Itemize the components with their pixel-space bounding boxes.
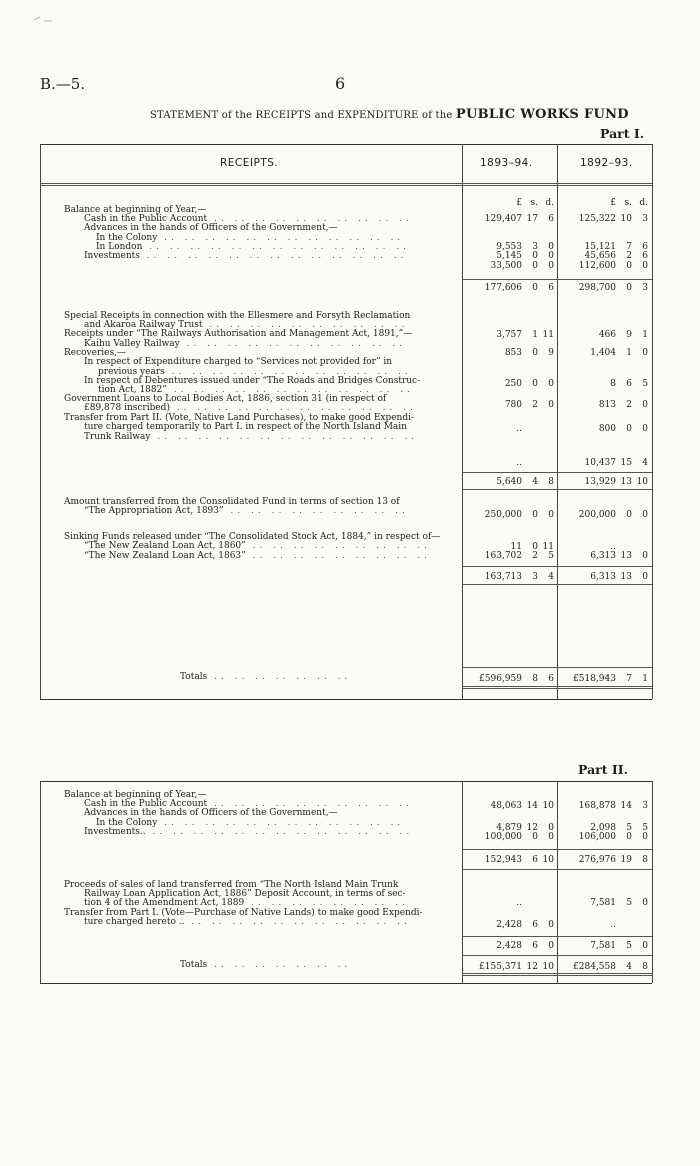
shillings: 15: [620, 458, 632, 468]
part-one-amount-1892-93: [560, 424, 648, 435]
part-one-amount-1892-93: [560, 214, 648, 225]
pounds: 152,943: [484, 855, 522, 865]
leader-dots: .. .. .. .. .. .. .. .. .. .. .. ..: [157, 818, 405, 828]
pence: 0: [642, 510, 648, 520]
part-one-amount-1892-93: [560, 477, 648, 488]
pounds: 5,640: [496, 477, 522, 487]
pounds: 276,976: [578, 855, 616, 865]
pence: 0: [548, 510, 554, 520]
part-two-amount-1893-94: [466, 962, 554, 973]
part-two-amount-1892-93: [560, 832, 648, 843]
leader-dots: .. .. .. .. .. .. .. .. .. .. ..: [184, 917, 411, 927]
pounds: £518,943: [573, 674, 616, 684]
part-one-amount-1893-94: [466, 379, 554, 390]
pounds: 9,553: [496, 242, 522, 252]
part-one-amount-1892-93: [560, 674, 648, 685]
pounds: 48,063: [490, 801, 522, 811]
pence: 6: [642, 251, 648, 261]
leader-dots: .. .. .. .. .. .. .. .. .. .. ..: [179, 339, 407, 349]
shillings: 0: [532, 510, 538, 520]
part-one-line-text: “The Appropriation Act, 1893”: [84, 506, 224, 516]
shillings: 0: [532, 348, 538, 358]
part-one-line-text: Balance at beginning of Year,—: [64, 205, 207, 215]
pounds: 4,879: [496, 823, 522, 833]
fund-name: PUBLIC WORKS FUND: [455, 107, 629, 122]
pounds: 2,428: [496, 941, 522, 951]
part-one-line-text: tion Act, 1882”: [98, 385, 167, 395]
shillings: 1: [626, 348, 632, 358]
part-two-line-text: Transfer from Part I. (Vote—Purchase of Native Lands) to make good Expendi-: [64, 908, 423, 918]
pounds: 2,098: [590, 823, 616, 833]
leader-dots: .. .. .. .. .. .. .. .. ..: [245, 551, 432, 561]
shillings: 0: [626, 283, 632, 293]
part-one-amount-1892-93: [560, 261, 648, 272]
pounds: 177,606: [484, 283, 522, 293]
leader-dots: .. .. .. .. .. .. .. .. ..: [245, 541, 432, 551]
pounds: £284,558: [573, 962, 616, 972]
pounds: £155,371: [479, 962, 522, 972]
shillings: 14: [620, 801, 632, 811]
part-two-amount-1893-94: [466, 941, 554, 952]
shillings: 1: [532, 330, 538, 340]
shillings: [522, 458, 538, 469]
pence: 0: [548, 251, 554, 261]
pounds: 13,929: [584, 477, 616, 487]
shillings: 19: [620, 855, 632, 865]
part-one-line: [84, 506, 409, 517]
part-two-line: [84, 827, 413, 838]
pence: 8: [642, 962, 648, 972]
pounds: 1,404: [590, 348, 616, 358]
pence: 10: [542, 801, 554, 811]
pounds: 813: [598, 400, 616, 410]
leader-dots: .. .. .. .. .. .. .. .. .. ..: [207, 799, 413, 809]
pounds: 15,121: [584, 242, 616, 252]
shillings: 0: [532, 542, 538, 552]
leader-dots: .. .. .. .. .. .. .. .. .. .. .. .. ..: [150, 432, 419, 442]
pence: 8: [548, 477, 554, 487]
part-one-amount-1892-93: [560, 348, 648, 359]
pence: 0: [548, 832, 554, 842]
part-two-amount-1892-93: [560, 801, 648, 812]
pounds: 163,713: [484, 572, 522, 582]
part-two-amount-1893-94: [466, 898, 554, 909]
leader-dots: .. .. .. .. .. .. .. ..: [244, 898, 409, 908]
pounds: 129,407: [484, 214, 522, 224]
pence: 5: [548, 551, 554, 561]
leader-dots: .. .. .. .. .. .. .. .. .. .. .. .. ..: [142, 242, 410, 252]
shillings: [522, 424, 538, 435]
shillings: 4: [626, 962, 632, 972]
column-header-1892-93: 1892–93.: [580, 157, 633, 169]
part-one-amount-1893-94: [466, 674, 554, 685]
part-one-amount-1893-94: [466, 572, 554, 583]
part-one-amount-1893-94: [466, 214, 554, 225]
pence: 0: [642, 572, 648, 582]
part-two-amount-1893-94: [466, 920, 554, 931]
part-one-amount-1892-93: [560, 330, 648, 341]
part-two-amount-1892-93: [560, 920, 648, 931]
part-one-line-text: and Akaroa Railway Trust: [84, 320, 203, 330]
part-two-line-text: Proceeds of sales of land transferred from “The North Island Main Trunk: [64, 880, 399, 890]
pounds: 298,700: [578, 283, 616, 293]
shillings: 13: [620, 572, 632, 582]
pence: 0: [548, 941, 554, 951]
column-header-receipts: RECEIPTS.: [220, 157, 279, 169]
leader-dots: .. .. .. .. .. .. .. .. .. .. .. ..: [164, 367, 412, 377]
shillings: 5: [626, 941, 632, 951]
part-two-line-text: Investments..: [84, 827, 146, 837]
pounds: 8: [610, 379, 616, 389]
leader-dots: .. .. .. .. .. .. .. .. .. .. .. .. ..: [139, 251, 408, 261]
document-code: B.—5.: [40, 75, 86, 93]
pence: 0: [642, 898, 648, 908]
shillings: 0: [532, 832, 538, 842]
statement-prefix: STATEMENT of the RECEIPTS and EXPENDITURE of the: [150, 110, 453, 121]
column-header-1893-94: 1893–94.: [480, 157, 533, 169]
leader-dots: .. .. .. .. .. .. .. .. .. .. .. ..: [157, 233, 405, 243]
pence: 10: [542, 962, 554, 972]
shillings: 12: [526, 962, 538, 972]
pounds: 250: [504, 379, 522, 389]
part-one-line-text: ture charged temporarily to Part I. in respect of the North Island Main: [84, 422, 407, 432]
pence: 0: [642, 551, 648, 561]
part-one-amount-1893-94: [466, 551, 554, 562]
shillings: 5: [626, 823, 632, 833]
pence: 9: [548, 348, 554, 358]
shillings: 7: [626, 242, 632, 252]
pence: 0: [548, 400, 554, 410]
part-two-amount-1893-94: [466, 801, 554, 812]
pence: 4: [548, 572, 554, 582]
pounds: 5,145: [496, 251, 522, 261]
pounds: 3,757: [496, 330, 522, 340]
shillings: 14: [526, 801, 538, 811]
shillings: 4: [532, 477, 538, 487]
pence: [538, 458, 554, 469]
pounds: ..: [516, 898, 522, 908]
shillings: 3: [532, 242, 538, 252]
shillings: 5: [626, 898, 632, 908]
part-one-amount-1893-94: [466, 424, 554, 435]
pounds: 6,313: [590, 572, 616, 582]
page-number: 6: [335, 74, 346, 93]
pence: [538, 898, 554, 909]
part-two-amount-1893-94: [466, 832, 554, 843]
shillings: 3: [532, 572, 538, 582]
pounds: £596,959: [479, 674, 522, 684]
part-one-amount-1892-93: [560, 400, 648, 411]
pounds: 45,656: [584, 251, 616, 261]
shillings: 6: [626, 379, 632, 389]
pounds: ..: [610, 542, 616, 552]
pounds: ..: [610, 920, 616, 930]
pence: 6: [548, 214, 554, 224]
pence: 3: [642, 214, 648, 224]
part-one-amount-1893-94: [466, 477, 554, 488]
part-one-line-text: In respect of Debentures issued under “The Roads and Bridges Construc-: [84, 376, 421, 386]
shillings: 0: [626, 510, 632, 520]
part-one-label: Part I.: [600, 126, 645, 141]
part-two-line-text: Railway Loan Application Act, 1886” Deposit Account, in terms of sec-: [84, 889, 406, 899]
shillings: 0: [626, 424, 632, 434]
pounds: 466: [598, 330, 616, 340]
part-one-amount-1893-94: [466, 348, 554, 359]
pence: 3: [642, 283, 648, 293]
pence: 11: [542, 542, 554, 552]
part-one-amount-1892-93: [560, 572, 648, 583]
part-two-line-text: Cash in the Public Account: [84, 799, 208, 809]
pounds: 250,000: [484, 510, 522, 520]
part-two-amount-1892-93: [560, 898, 648, 909]
part-one-line-text: In the Colony: [96, 233, 158, 243]
part-two-line-text: Balance at beginning of Year,—: [64, 790, 207, 800]
part-one-line-text: Receipts under “The Railways Authorisation and Management Act, 1891,”—: [64, 329, 413, 339]
pounds: 163,702: [484, 551, 522, 561]
shillings: 0: [532, 251, 538, 261]
pounds: 11: [510, 542, 522, 552]
part-one-line: [84, 551, 431, 562]
margin-scribble: [32, 14, 62, 24]
part-one-line-text: Government Loans to Local Bodies Act, 1886, section 31 (in respect of: [64, 394, 387, 404]
pence: 5: [642, 379, 648, 389]
part-one-amount-1893-94: [466, 510, 554, 521]
shillings: 6: [532, 920, 538, 930]
pence: 3: [642, 801, 648, 811]
part-two-line: [84, 917, 411, 928]
pounds: 106,000: [578, 832, 616, 842]
part-one-line-text: Cash in the Public Account: [84, 214, 208, 224]
shillings: 2: [626, 400, 632, 410]
pence: 0: [642, 941, 648, 951]
part-one-line-text: In respect of Expenditure charged to “Services not provided for” in: [84, 357, 393, 367]
part-one-line-text: “The New Zealand Loan Act, 1863”: [84, 551, 246, 561]
shillings: [522, 898, 538, 909]
shillings: 2: [532, 551, 538, 561]
part-two-line-text: In the Colony: [96, 818, 158, 828]
part-one-amount-1893-94: [466, 400, 554, 411]
part-one-amount-1892-93: [560, 379, 648, 390]
shillings: 17: [526, 214, 538, 224]
shillings: 8: [532, 674, 538, 684]
shillings: 10: [620, 214, 632, 224]
pence: 0: [548, 920, 554, 930]
pounds: 33,500: [490, 261, 522, 271]
pence: 0: [642, 424, 648, 434]
pence: 0: [642, 348, 648, 358]
pounds: 6,313: [590, 551, 616, 561]
part-two-totals-label: Totals .. .. .. .. .. .. ..: [180, 960, 352, 970]
pence: [538, 424, 554, 435]
part-one-line-text: Investments: [84, 251, 140, 261]
leader-dots: .. .. .. .. .. .. .. .. .. .. .. .. ..: [145, 827, 414, 837]
part-one-line-text: “The New Zealand Loan Act, 1860”: [84, 541, 246, 551]
part-one-amount-1892-93: [560, 510, 648, 521]
part-one-line-text: Trunk Railway: [84, 432, 151, 442]
leader-dots: .. .. .. .. .. .. .. .. .. .. .. ..: [166, 385, 414, 395]
pence: 0: [548, 242, 554, 252]
part-one-line: [84, 339, 406, 350]
shillings: 7: [626, 674, 632, 684]
pence: 1: [642, 330, 648, 340]
pence: 10: [636, 477, 648, 487]
pence: 0: [548, 823, 554, 833]
part-one-line-text: £89,878 inscribed): [84, 403, 170, 413]
pence: 0: [548, 379, 554, 389]
part-two-amount-1892-93: [560, 855, 648, 866]
shillings: 2: [626, 251, 632, 261]
shillings: 6: [532, 855, 538, 865]
statement-title: [150, 107, 629, 122]
pence: 6: [548, 674, 554, 684]
part-one-line-text: Amount transferred from the Consolidated Fund in terms of section 13 of: [64, 497, 400, 507]
part-one-amount-1893-94: [466, 261, 554, 272]
leader-dots: .. .. .. .. .. .. .. .. ..: [223, 506, 409, 516]
pounds: 853: [504, 348, 522, 358]
part-two-line-text: tion 4 of the Amendment Act, 1889: [84, 898, 245, 908]
pounds: 200,000: [578, 510, 616, 520]
part-one-line-text: Transfer from Part II. (Vote, Native Land Purchases), to make good Expendi-: [64, 413, 415, 423]
pence: 0: [642, 261, 648, 271]
leader-dots: .. .. .. .. .. .. .. .. .. ..: [207, 214, 413, 224]
part-one-amount-1893-94: [466, 458, 554, 469]
pence: [632, 920, 648, 931]
part-one-line-text: Sinking Funds released under “The Consolidated Stock Act, 1884,” in respect of—: [64, 532, 441, 542]
part-one-totals-label: Totals .. .. .. .. .. .. ..: [180, 672, 352, 682]
part-one-line: [84, 251, 407, 262]
part-one-amount-1893-94: [466, 330, 554, 341]
shillings: 0: [532, 379, 538, 389]
pounds: 125,322: [578, 214, 616, 224]
shillings: 6: [532, 941, 538, 951]
pence: 5: [642, 823, 648, 833]
pence: 0: [642, 400, 648, 410]
shillings: 12: [526, 823, 538, 833]
shillings: 9: [626, 330, 632, 340]
shillings: 13: [620, 551, 632, 561]
pence: 1: [642, 674, 648, 684]
shillings: 2: [532, 400, 538, 410]
pounds: ..: [516, 424, 522, 434]
pounds: 168,878: [578, 801, 616, 811]
part-one-line-text: previous years: [98, 367, 165, 377]
pounds: 2,428: [496, 920, 522, 930]
pounds: 100,000: [484, 832, 522, 842]
pounds: 7,581: [590, 898, 616, 908]
part-one-amount-1893-94: [466, 283, 554, 294]
part-one-line-text: Advances in the hands of Officers of the Government,—: [84, 223, 338, 233]
shillings: 0: [626, 832, 632, 842]
pence: 11: [542, 330, 554, 340]
part-one-amount-1892-93: [560, 551, 648, 562]
part-one-line-text: Special Receipts in connection with the Ellesmere and Forsyth Reclamation: [64, 311, 411, 321]
pounds: ..: [516, 458, 522, 468]
part-two-line-text: Advances in the hands of Officers of the Government,—: [84, 808, 338, 818]
units-1893-94: £ s. d.: [516, 198, 554, 208]
pence: 6: [642, 242, 648, 252]
pounds: 10,437: [584, 458, 616, 468]
part-two-line-text: ture charged hereto ..: [84, 917, 185, 927]
shillings: 13: [620, 477, 632, 487]
part-one-line: [84, 432, 418, 443]
pence: 4: [642, 458, 648, 468]
pounds: 780: [504, 400, 522, 410]
leader-dots: .. .. .. .. .. .. .. .. .. .. .. ..: [169, 403, 417, 413]
pence: 0: [548, 261, 554, 271]
part-two-amount-1892-93: [560, 941, 648, 952]
pence: 0: [642, 832, 648, 842]
pounds: 112,600: [578, 261, 616, 271]
units-1892-93: £ s. d.: [610, 198, 648, 208]
pence: 8: [642, 855, 648, 865]
pounds: 7,581: [590, 941, 616, 951]
part-one-amount-1892-93: [560, 458, 648, 469]
part-one-line-text: Kaihu Valley Railway: [84, 339, 180, 349]
part-two-amount-1893-94: [466, 855, 554, 866]
shillings: 0: [626, 261, 632, 271]
part-one-amount-1892-93: [560, 283, 648, 294]
leader-dots: .. .. .. .. .. .. .. .. .. ..: [202, 320, 409, 330]
pence: 6: [548, 283, 554, 293]
pounds: 800: [598, 424, 616, 434]
part-two-amount-1892-93: [560, 962, 648, 973]
part-two-label: Part II.: [578, 762, 628, 777]
part-one-line-text: In London: [96, 242, 143, 252]
shillings: 0: [532, 261, 538, 271]
shillings: 0: [532, 283, 538, 293]
pence: 10: [542, 855, 554, 865]
shillings: [616, 920, 632, 931]
part-one-line-text: Recoveries,—: [64, 348, 126, 358]
